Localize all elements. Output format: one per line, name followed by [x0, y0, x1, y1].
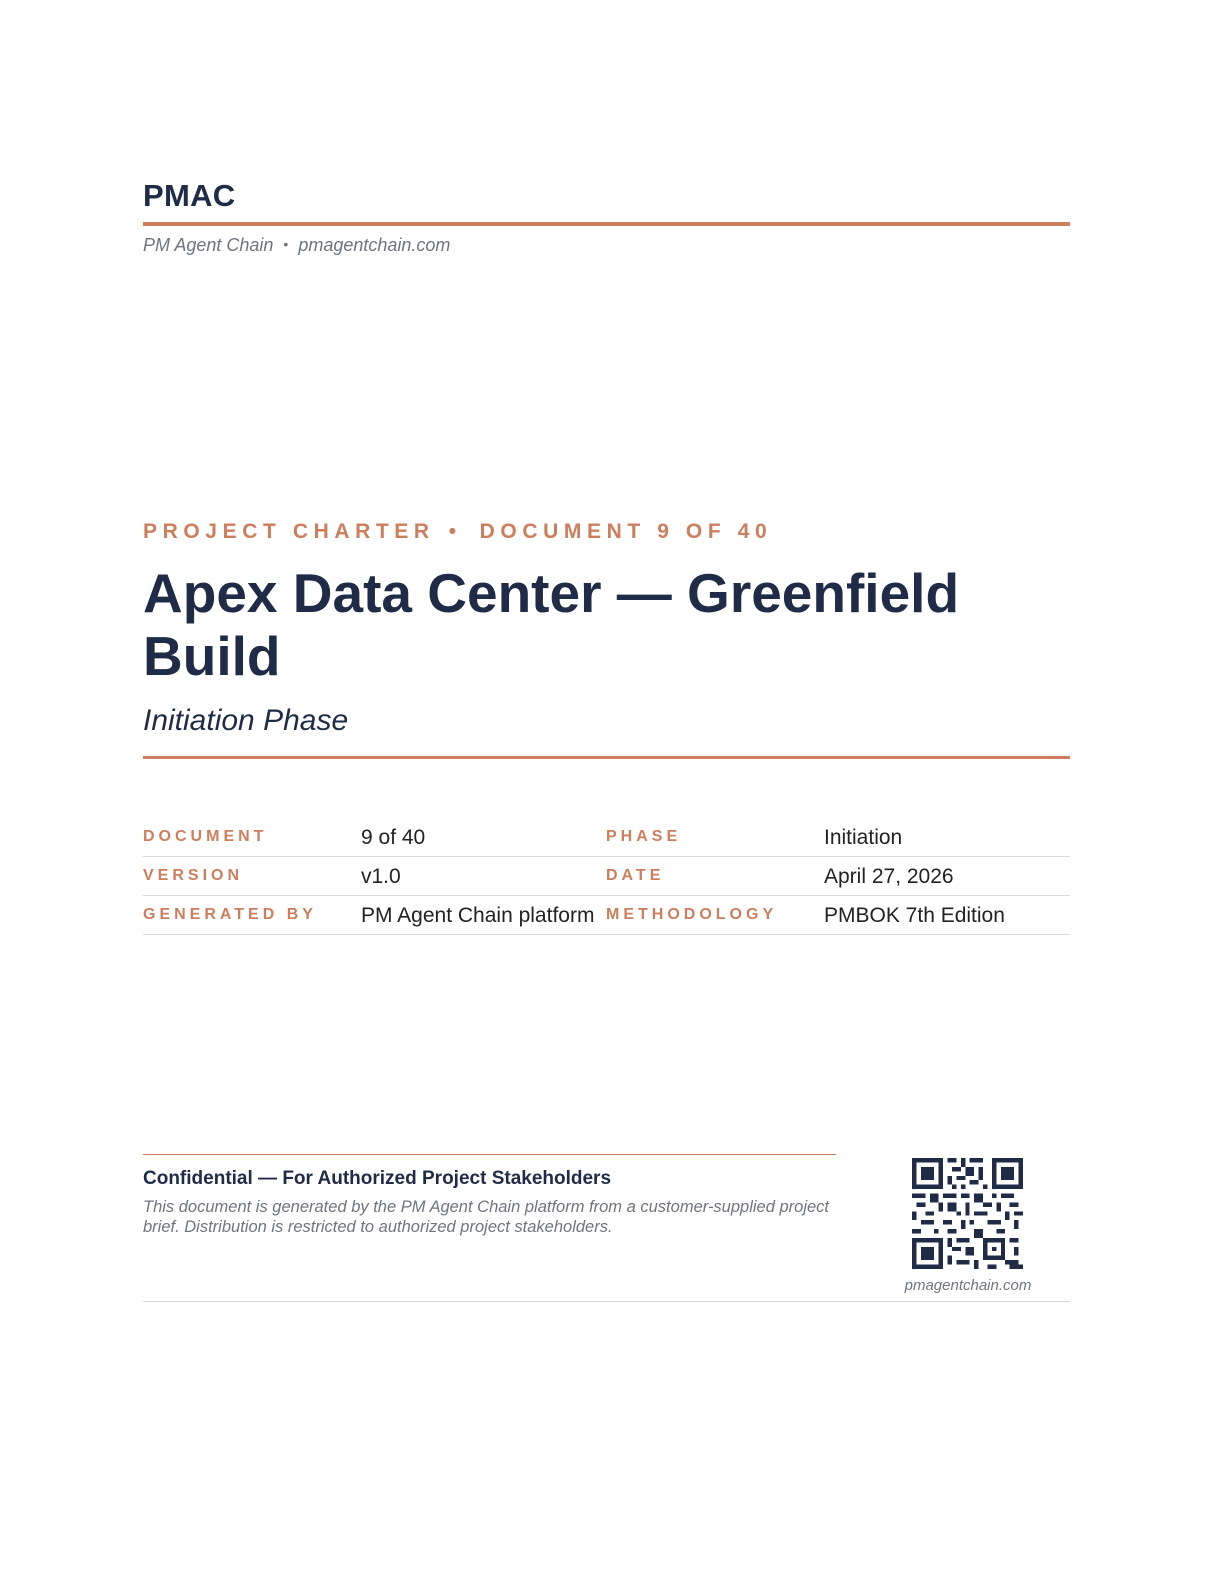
brand-tagline: [143, 235, 450, 256]
metadata-label: VERSION: [143, 867, 244, 884]
qr-caption: pmagentchain.com: [904, 1277, 1032, 1294]
metadata-value: April 27, 2026: [824, 865, 954, 888]
metadata-value: v1.0: [361, 865, 401, 888]
metadata-row: [143, 818, 1070, 857]
metadata-label: DOCUMENT: [143, 828, 268, 845]
bullet-separator: •: [283, 236, 289, 252]
header-divider: [143, 222, 1070, 226]
brand-website: pmagentchain.com: [298, 235, 451, 255]
document-eyebrow: [143, 520, 772, 544]
metadata-row: [143, 857, 1070, 896]
metadata-value: PMBOK 7th Edition: [824, 904, 1005, 927]
qr-code-icon: [912, 1158, 1023, 1269]
brand-name: PMAC: [143, 178, 236, 213]
confidential-notice: This document is generated by the PM Agent Chain platform from a customer-supplied project brief. Distribution is restricted to authorized project stakeholders.: [143, 1198, 830, 1236]
metadata-label: METHODOLOGY: [606, 906, 778, 923]
metadata-value: PM Agent Chain platform: [361, 904, 595, 927]
footer-bottom-divider: [143, 1301, 1070, 1302]
metadata-value: Initiation: [824, 826, 903, 849]
metadata-table: [143, 818, 1070, 935]
footer-divider: [143, 1154, 836, 1155]
metadata-label: DATE: [606, 867, 665, 884]
document-type: PROJECT CHARTER: [143, 520, 435, 543]
bullet-separator: •: [448, 520, 462, 543]
metadata-value: 9 of 40: [361, 826, 426, 849]
document-title: Apex Data Center — Greenfield Build: [143, 562, 960, 687]
document-number: DOCUMENT 9 OF 40: [479, 520, 773, 543]
metadata-row: [143, 896, 1070, 935]
metadata-label: PHASE: [606, 828, 682, 845]
metadata-label: GENERATED BY: [143, 906, 317, 923]
document-subtitle: Initiation Phase: [143, 704, 349, 737]
title-divider: [143, 756, 1070, 759]
brand-company-name: PM Agent Chain: [143, 235, 274, 255]
confidential-title: Confidential — For Authorized Project Stakeholders: [143, 1168, 612, 1189]
document-page: [143, 0, 1070, 1584]
